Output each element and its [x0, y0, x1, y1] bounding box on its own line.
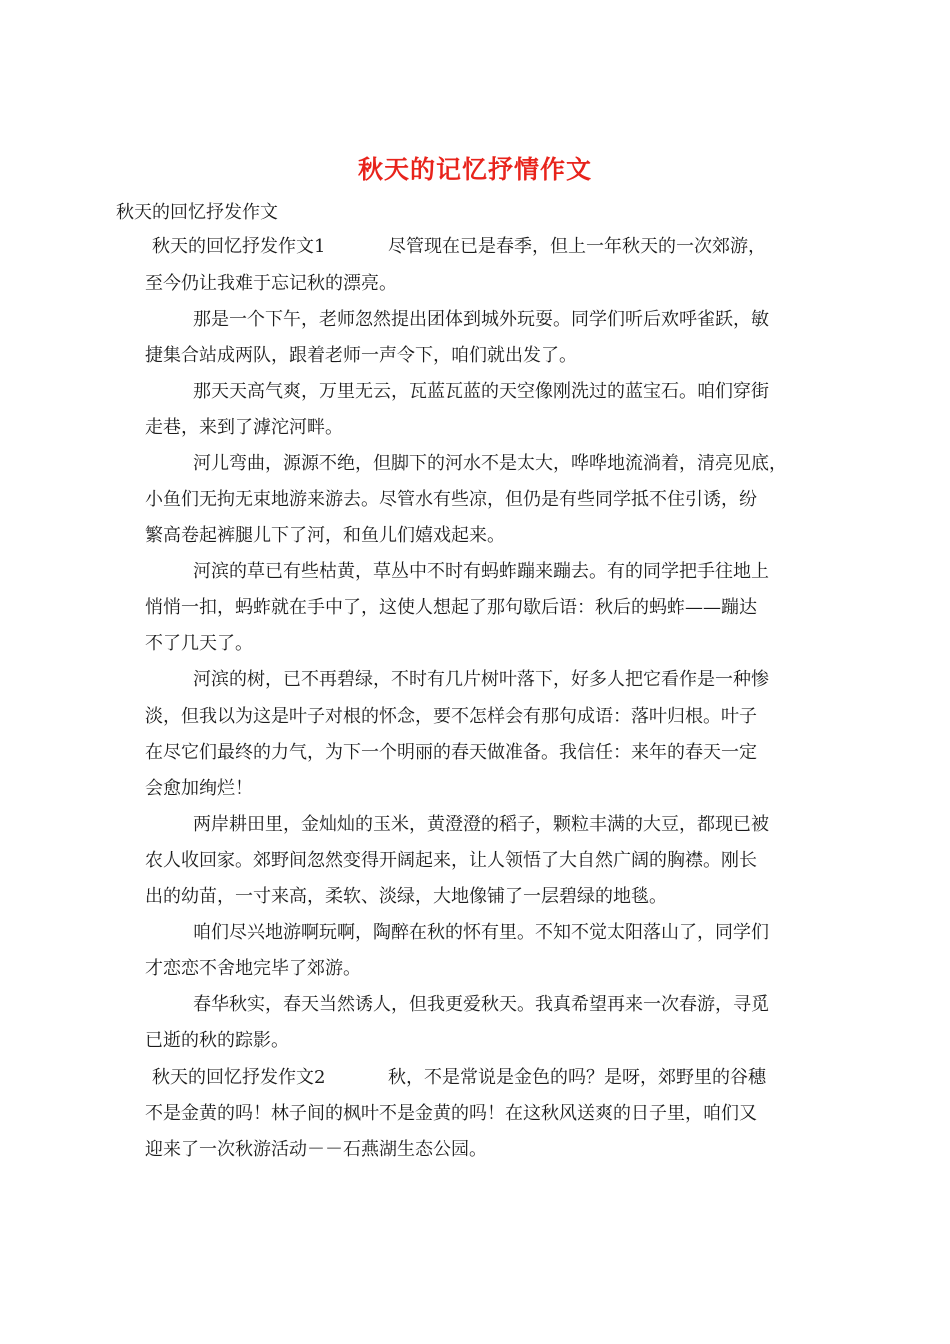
section-1-label: 秋天的回忆抒发作文1: [152, 236, 326, 257]
document-subtitle: 秋天的回忆抒发作文: [116, 202, 278, 223]
paragraph-line: 两岸耕田里，金灿灿的玉米，黄澄澄的稻子，颗粒丰满的大豆，都现已被: [193, 814, 769, 835]
page-title: 秋天的记忆抒情作文: [357, 155, 592, 184]
paragraph-line: 河滨的草已有些枯黄，草丛中不时有蚂蚱蹦来蹦去。有的同学把手往地上: [193, 561, 769, 582]
paragraph-line: 出的幼苗，一寸来高，柔软、淡绿，大地像铺了一层碧绿的地毯。: [145, 886, 667, 907]
section-2-label: 秋天的回忆抒发作文2: [152, 1067, 326, 1088]
section-1-lead: 尽管现在已是春季，但上一年秋天的一次郊游，: [388, 236, 766, 257]
paragraph-line: 会愈加绚烂！: [145, 778, 253, 799]
paragraph-line: 已逝的秋的踪影。: [145, 1030, 289, 1051]
paragraph-line: 咱们尽兴地游啊玩啊，陶醉在秋的怀有里。不知不觉太阳落山了，同学们: [193, 922, 769, 943]
paragraph-line: 才恋恋不舍地完毕了郊游。: [145, 958, 361, 979]
paragraph-line: 悄悄一扣，蚂蚱就在手中了，这使人想起了那句歇后语：秋后的蚂蚱——蹦达: [145, 597, 757, 618]
section-1-lead-cont: 至今仍让我难于忘记秋的漂亮。: [145, 273, 397, 294]
paragraph-line: 那天天高气爽，万里无云，瓦蓝瓦蓝的天空像刚洗过的蓝宝石。咱们穿街: [193, 381, 769, 402]
paragraph-line: 那是一个下午，老师忽然提出团体到城外玩耍。同学们听后欢呼雀跃，敏: [193, 309, 769, 330]
paragraph-line: 不是金黄的吗！林子间的枫叶不是金黄的吗！在这秋风送爽的日子里，咱们又: [145, 1103, 757, 1124]
paragraph-line: 走巷，来到了滹沱河畔。: [145, 417, 343, 438]
paragraph-line: 农人收回家。郊野间忽然变得开阔起来，让人领悟了大自然广阔的胸襟。刚长: [145, 850, 757, 871]
paragraph-line: 淡，但我以为这是叶子对根的怀念，要不怎样会有那句成语：落叶归根。叶子: [145, 706, 757, 727]
paragraph-line: 不了几天了。: [145, 633, 253, 654]
paragraph-line: 繁高卷起裤腿儿下了河，和鱼儿们嬉戏起来。: [145, 525, 505, 546]
paragraph-line: 河儿弯曲，源源不绝，但脚下的河水不是太大，哗哗地流淌着，清亮见底，: [193, 453, 787, 474]
paragraph-line: 河滨的树，已不再碧绿，不时有几片树叶落下，好多人把它看作是一种惨: [193, 669, 769, 690]
section-2-lead: 秋，不是常说是金色的吗？是呀，郊野里的谷穗: [388, 1067, 766, 1088]
paragraph-line: 迎来了一次秋游活动－－石燕湖生态公园。: [145, 1139, 487, 1160]
paragraph-line: 小鱼们无拘无束地游来游去。尽管水有些凉，但仍是有些同学抵不住引诱，纷: [145, 489, 757, 510]
paragraph-line: 在尽它们最终的力气，为下一个明丽的春天做准备。我信任：来年的春天一定: [145, 742, 757, 763]
paragraph-line: 捷集合站成两队，跟着老师一声令下，咱们就出发了。: [145, 345, 577, 366]
paragraph-line: 春华秋实，春天当然诱人，但我更爱秋天。我真希望再来一次春游，寻觅: [193, 994, 769, 1015]
